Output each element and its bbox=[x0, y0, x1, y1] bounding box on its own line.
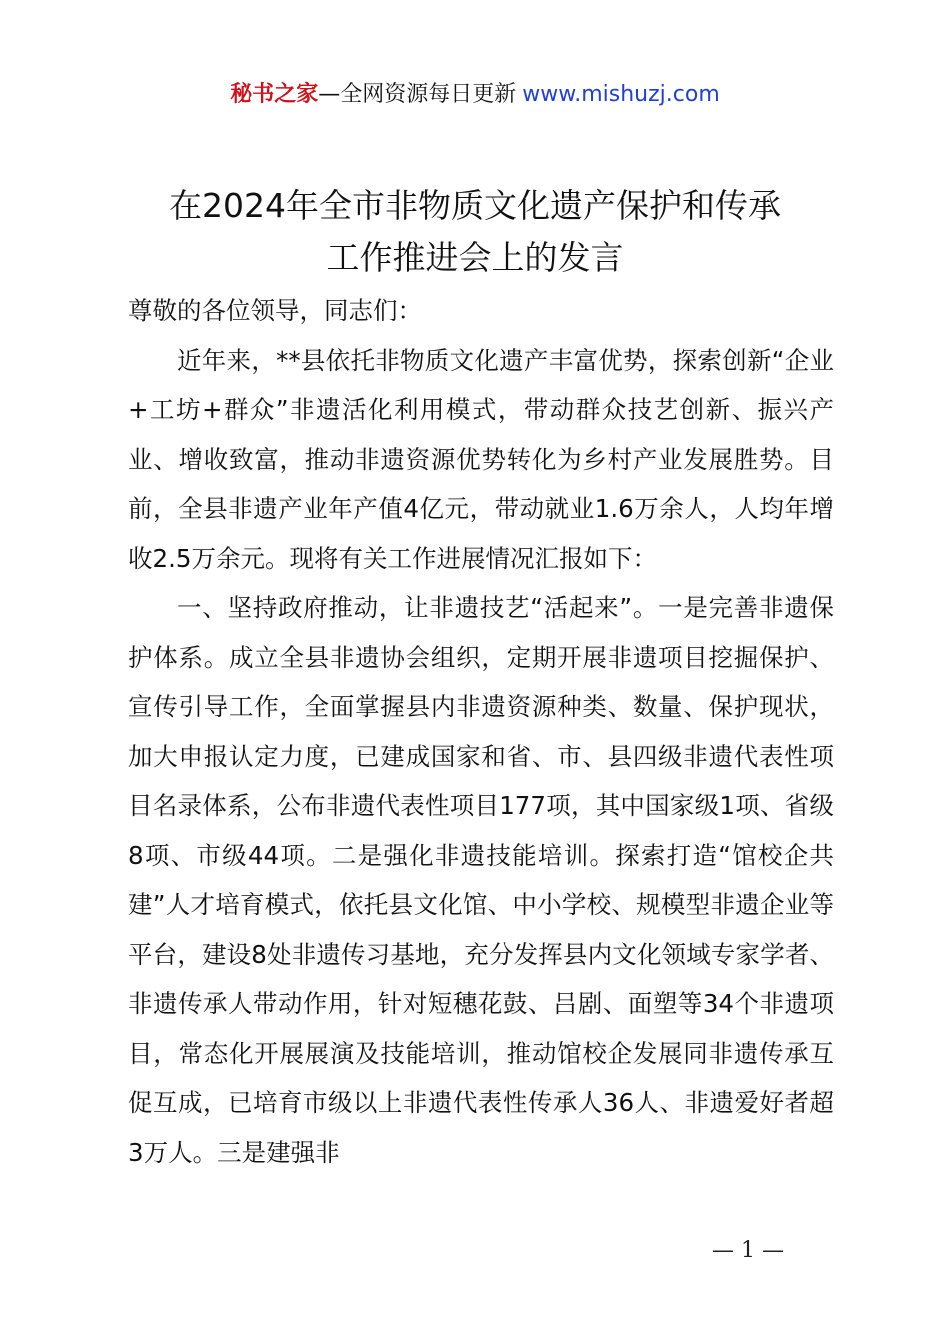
page-number: — 1 — bbox=[712, 1238, 784, 1263]
site-tagline: —全网资源每日更新 bbox=[318, 82, 517, 107]
site-header bbox=[0, 78, 950, 112]
title-line-2: 工作推进会上的发言 bbox=[326, 238, 624, 277]
title-line-1: 在2024年全市非物质文化遗产保护和传承 bbox=[169, 186, 781, 225]
document-body bbox=[128, 286, 834, 1177]
paragraph-section-1: 一、坚持政府推动，让非遗技艺“活起来”。一是完善非遗保护体系。成立全县非遗协会组织，定期开展非遗项目挖掘保护、宣传引导工作，全面掌握县内非遗资源种类、数量、保护现状，加大申报认定力度，已建成国家和省、市、县四级非遗代表性项目名录体系，公布非遗代表性项目177项，其中国家级1项、省级8项、市级44项。二是强化非遗技能培训。探索打造“馆校企共建”人才培育模式，依托县文化馆、中小学校、规模型非遗企业等平台，建设8处非遗传习基地，充分发挥县内文化领域专家学者、非遗传承人带动作用，针对短穗花鼓、吕剧、面塑等34个非遗项目，常态化开展展演及技能培训，推动馆校企发展同非遗传承互促互成，已培育市级以上非遗代表性传承人36人、非遗爱好者超3万人。三是建强非 bbox=[128, 593, 834, 1167]
salutation: 尊敬的各位领导，同志们： bbox=[128, 296, 422, 325]
site-brand: 秘书之家 bbox=[230, 82, 319, 107]
paragraph-intro: 近年来，**县依托非物质文化遗产丰富优势，探索创新“企业+工坊+群众”非遗活化利用模式，带动群众技艺创新、振兴产业、增收致富，推动非遗资源优势转化为乡村产业发展胜势。目前，全县非遗产业年产值4亿元，带动就业1.6万余人，人均年增收2.5万余元。现将有关工作进展情况汇报如下： bbox=[128, 345, 834, 573]
document-title bbox=[0, 180, 950, 284]
site-url-link[interactable]: www.mishuzj.com bbox=[522, 82, 720, 107]
